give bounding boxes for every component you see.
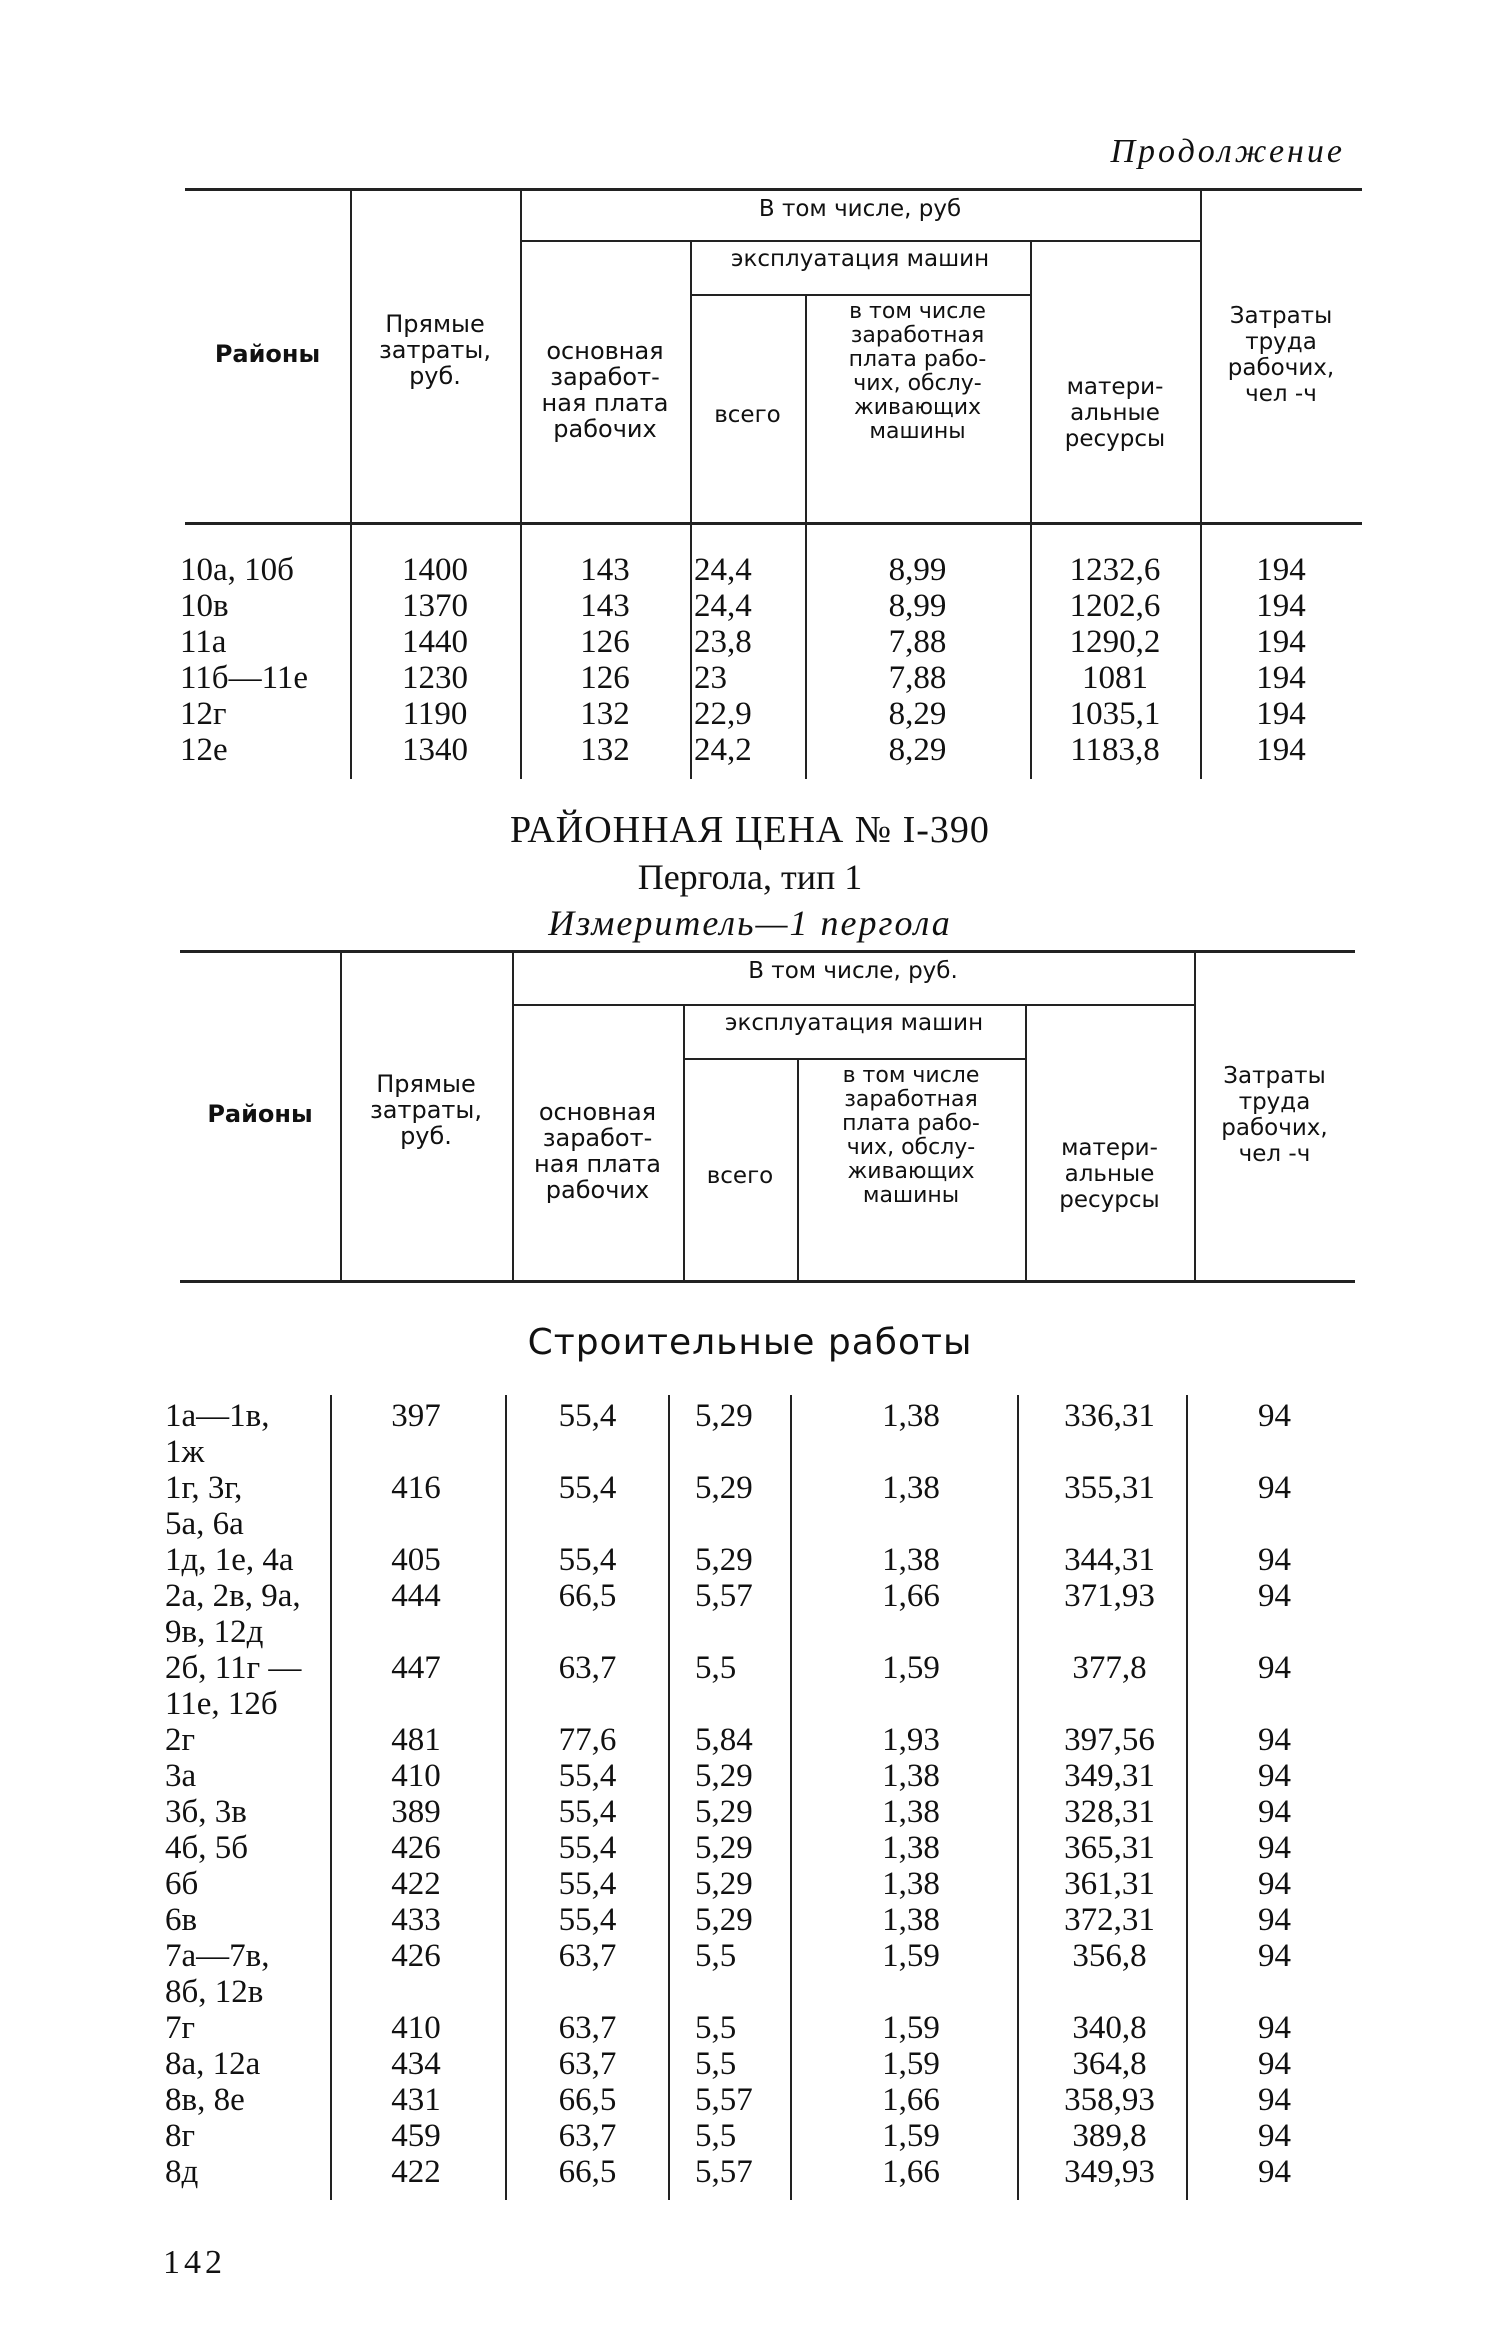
cell-labor: 94 xyxy=(1258,1794,1291,1830)
header-machine-operation: эксплуатация машин xyxy=(724,1010,984,1036)
row-district xyxy=(165,1578,340,1650)
row-district-line: 11е, 12б xyxy=(165,1686,278,1722)
row-district-line: 1д, 1е, 4а xyxy=(165,1542,294,1578)
header-including-wage xyxy=(805,300,1030,444)
header-base-wage-line: ная плата xyxy=(541,389,669,417)
cell-labor: 94 xyxy=(1258,1722,1291,1758)
header-including-wage-line: плата рабо- xyxy=(848,347,987,372)
cell-wage: 63,7 xyxy=(558,2118,617,2154)
cell-wage: 55,4 xyxy=(558,1542,617,1578)
cell-materials: 356,8 xyxy=(1072,1938,1147,1974)
cell-wage: 55,4 xyxy=(558,1794,617,1830)
including-rule xyxy=(520,240,1200,242)
header-base-wage xyxy=(520,338,690,442)
cell-wage: 55,4 xyxy=(558,1902,617,1938)
header-labor-line: чел -ч xyxy=(1238,1141,1311,1167)
cell-wage: 63,7 xyxy=(558,1938,617,1974)
header-base-wage-line: заработ- xyxy=(550,363,660,391)
section-title: Строительные работы xyxy=(527,1322,973,1363)
cell-wage: 66,5 xyxy=(558,1578,617,1614)
row-district-line: 8б, 12в xyxy=(165,1974,264,2010)
cell-direct: 447 xyxy=(391,1650,441,1686)
row-district xyxy=(165,1830,340,1866)
including-rule xyxy=(512,1004,1194,1006)
cell-machines-total: 5,29 xyxy=(695,1398,753,1434)
header-direct-costs-line: Прямые xyxy=(376,1070,476,1098)
cell-direct: 431 xyxy=(391,2082,441,2118)
cell-machines-total: 5,84 xyxy=(695,1722,753,1758)
cell-machines-wage: 7,88 xyxy=(888,660,947,696)
cell-materials: 397,56 xyxy=(1064,1722,1155,1758)
row-district xyxy=(165,2046,340,2082)
cell-materials: 355,31 xyxy=(1064,1470,1155,1506)
header-including-wage-line: в том числе xyxy=(849,299,986,324)
cell-machines-wage: 1,38 xyxy=(882,1866,940,1902)
header-including-wage-line: в том числе xyxy=(842,1063,980,1088)
cell-machines-wage: 1,38 xyxy=(882,1758,940,1794)
header-including-wage-line: заработная xyxy=(850,323,985,348)
row-district xyxy=(165,1794,340,1830)
row-district xyxy=(165,1542,340,1578)
cell-machines-wage: 1,66 xyxy=(882,2154,940,2190)
row-district xyxy=(165,1938,340,2010)
cell-wage: 143 xyxy=(580,552,630,588)
row-district: 12г xyxy=(180,696,227,732)
header-base-wage-line: основная xyxy=(538,1098,657,1126)
row-district-line: 3б, 3в xyxy=(165,1794,247,1830)
cell-wage: 55,4 xyxy=(558,1470,617,1506)
row-district-line: 1ж xyxy=(165,1434,205,1470)
cell-machines-total: 5,5 xyxy=(695,1650,737,1686)
row-district xyxy=(165,1722,340,1758)
cell-direct: 405 xyxy=(391,1542,441,1578)
row-district-line: 8в, 8е xyxy=(165,2082,245,2118)
header-materials-line: ресурсы xyxy=(1059,1187,1160,1213)
body-column-rule xyxy=(1186,1395,1188,2200)
body-column-rule xyxy=(690,525,692,779)
cell-materials: 1035,1 xyxy=(1069,696,1161,732)
cell-labor: 194 xyxy=(1256,552,1306,588)
row-district xyxy=(165,1866,340,1902)
cell-machines-wage: 1,59 xyxy=(882,1938,940,1974)
header-labor-line: рабочих, xyxy=(1221,1115,1328,1141)
row-district xyxy=(165,1902,340,1938)
row-district-line: 2а, 2в, 9а, xyxy=(165,1578,301,1614)
cell-direct: 1440 xyxy=(402,624,468,660)
cell-wage: 132 xyxy=(580,732,630,768)
body-column-rule xyxy=(668,1395,670,2200)
cell-labor: 194 xyxy=(1256,588,1306,624)
cell-materials: 1081 xyxy=(1082,660,1148,696)
row-district-line: 6б xyxy=(165,1866,199,1902)
header-including-wage-line: живающих xyxy=(853,395,982,420)
cell-materials: 1202,6 xyxy=(1069,588,1161,624)
row-district: 11а xyxy=(180,624,227,660)
header-including-wage-line: живающих xyxy=(847,1159,975,1184)
row-district-line: 1а—1в, xyxy=(165,1398,270,1434)
cell-machines-wage: 1,59 xyxy=(882,2010,940,2046)
row-district-line: 7г xyxy=(165,2010,196,2046)
header-districts: Районы xyxy=(207,1100,313,1128)
cell-machines-total: 24,2 xyxy=(694,732,752,768)
row-district-line: 8д xyxy=(165,2154,199,2190)
header-base-wage-line: ная плата xyxy=(534,1150,661,1178)
cell-materials: 371,93 xyxy=(1064,1578,1155,1614)
header-base-wage-line: основная xyxy=(546,337,664,365)
table-top-rule xyxy=(180,950,1355,953)
cell-materials: 364,8 xyxy=(1072,2046,1147,2082)
row-district: 10а, 10б xyxy=(180,552,294,588)
cell-machines-wage: 1,66 xyxy=(882,2082,940,2118)
price-title: РАЙОННАЯ ЦЕНА № I-390 xyxy=(510,809,990,851)
header-including: В том числе, руб xyxy=(758,196,962,222)
cell-labor: 94 xyxy=(1258,1758,1291,1794)
cell-machines-total: 5,57 xyxy=(695,2154,753,2190)
cell-labor: 194 xyxy=(1256,696,1306,732)
cell-wage: 143 xyxy=(580,588,630,624)
cell-wage: 63,7 xyxy=(558,2046,617,2082)
cell-machines-total: 5,57 xyxy=(695,1578,753,1614)
cell-direct: 1400 xyxy=(402,552,468,588)
cell-machines-total: 24,4 xyxy=(694,552,752,588)
header-labor xyxy=(1200,303,1362,407)
cell-direct: 433 xyxy=(391,1902,441,1938)
cell-materials: 349,93 xyxy=(1064,2154,1155,2190)
row-district xyxy=(165,1470,340,1542)
row-district xyxy=(165,2118,340,2154)
cell-machines-wage: 8,99 xyxy=(888,552,947,588)
row-district xyxy=(165,1398,340,1470)
cell-machines-wage: 1,59 xyxy=(882,2118,940,2154)
cell-machines-total: 23 xyxy=(694,660,727,696)
cell-machines-total: 5,29 xyxy=(695,1758,753,1794)
machines-rule xyxy=(683,1058,1025,1060)
cell-materials: 340,8 xyxy=(1072,2010,1147,2046)
cell-wage: 66,5 xyxy=(558,2154,617,2190)
row-district: 10в xyxy=(180,588,229,624)
cell-labor: 94 xyxy=(1258,2118,1291,2154)
cell-materials: 328,31 xyxy=(1064,1794,1155,1830)
cell-labor: 194 xyxy=(1256,732,1306,768)
cell-machines-total: 5,5 xyxy=(695,2046,737,2082)
cell-machines-wage: 1,38 xyxy=(882,1794,940,1830)
row-district-line: 1г, 3г, xyxy=(165,1470,243,1506)
header-machines-total: всего xyxy=(714,402,781,428)
row-district-line: 6в xyxy=(165,1902,198,1938)
cell-machines-wage: 1,66 xyxy=(882,1578,940,1614)
cell-wage: 126 xyxy=(580,624,630,660)
cell-machines-total: 5,5 xyxy=(695,2010,737,2046)
header-direct-costs-line: руб. xyxy=(400,1122,452,1150)
cell-labor: 94 xyxy=(1258,2154,1291,2190)
cell-labor: 94 xyxy=(1258,1578,1291,1614)
header-including-wage-line: плата рабо- xyxy=(842,1111,980,1136)
cell-machines-total: 23,8 xyxy=(694,624,752,660)
table-header-bottom-rule xyxy=(180,1280,1355,1283)
header-districts: Районы xyxy=(214,340,321,368)
header-base-wage-line: рабочих xyxy=(545,1176,650,1204)
header-labor-line: рабочих, xyxy=(1227,355,1335,381)
row-district xyxy=(165,1650,340,1722)
cell-machines-total: 5,29 xyxy=(695,1830,753,1866)
cell-direct: 422 xyxy=(391,1866,441,1902)
cell-direct: 434 xyxy=(391,2046,441,2082)
header-labor-line: Затраты xyxy=(1223,1063,1326,1089)
header-base-wage-line: заработ- xyxy=(542,1124,653,1152)
cell-materials: 358,93 xyxy=(1064,2082,1155,2118)
cell-labor: 94 xyxy=(1258,1830,1291,1866)
cell-wage: 55,4 xyxy=(558,1398,617,1434)
header-direct-costs xyxy=(340,1071,512,1149)
header-including-wage xyxy=(797,1064,1025,1208)
row-district-line: 8а, 12а xyxy=(165,2046,261,2082)
cell-wage: 55,4 xyxy=(558,1866,617,1902)
cell-wage: 66,5 xyxy=(558,2082,617,2118)
header-base-wage xyxy=(512,1099,683,1203)
cell-materials: 344,31 xyxy=(1064,1542,1155,1578)
row-district-line: 5а, 6а xyxy=(165,1506,244,1542)
header-direct-costs xyxy=(350,311,520,389)
row-district-line: 2б, 11г — xyxy=(165,1650,302,1686)
row-district-line: 4б, 5б xyxy=(165,1830,249,1866)
cell-direct: 410 xyxy=(391,1758,441,1794)
header-materials xyxy=(1030,374,1200,452)
cell-machines-total: 24,4 xyxy=(694,588,752,624)
column-rule xyxy=(683,1004,685,1280)
header-machine-operation: эксплуатация машин xyxy=(730,246,990,272)
cell-labor: 94 xyxy=(1258,2046,1291,2082)
cell-machines-wage: 8,29 xyxy=(888,696,947,732)
header-labor xyxy=(1194,1063,1355,1167)
cell-machines-wage: 8,29 xyxy=(888,732,947,768)
cell-materials: 349,31 xyxy=(1064,1758,1155,1794)
cell-machines-wage: 8,99 xyxy=(888,588,947,624)
cell-machines-wage: 1,59 xyxy=(882,1650,940,1686)
cell-machines-wage: 1,38 xyxy=(882,1902,940,1938)
cell-labor: 94 xyxy=(1258,1398,1291,1434)
cell-machines-wage: 1,93 xyxy=(882,1722,940,1758)
cell-wage: 132 xyxy=(580,696,630,732)
row-district: 12е xyxy=(180,732,228,768)
cell-direct: 426 xyxy=(391,1938,441,1974)
cell-machines-wage: 7,88 xyxy=(888,624,947,660)
cell-labor: 94 xyxy=(1258,1650,1291,1686)
header-labor-line: Затраты xyxy=(1229,303,1333,329)
body-column-rule xyxy=(1017,1395,1019,2200)
header-including-wage-line: машины xyxy=(869,419,966,444)
cell-direct: 1230 xyxy=(402,660,468,696)
header-machines-total: всего xyxy=(706,1163,774,1189)
row-district-line: 7а—7в, xyxy=(165,1938,270,1974)
cell-wage: 126 xyxy=(580,660,630,696)
header-direct-costs-line: руб. xyxy=(409,362,461,390)
cell-materials: 365,31 xyxy=(1064,1830,1155,1866)
header-materials-line: альные xyxy=(1070,400,1160,426)
cell-materials: 1183,8 xyxy=(1070,732,1160,768)
row-district xyxy=(165,2010,340,2046)
cell-machines-total: 22,9 xyxy=(694,696,752,732)
cell-machines-total: 5,29 xyxy=(695,1902,753,1938)
header-materials-line: альные xyxy=(1064,1161,1155,1187)
header-including-wage-line: чих, обслу- xyxy=(853,371,982,396)
continuation-label: Продолжение xyxy=(1110,133,1345,170)
header-materials-line: матери- xyxy=(1066,374,1164,400)
cell-labor: 94 xyxy=(1258,2082,1291,2118)
cell-materials: 372,31 xyxy=(1064,1902,1155,1938)
cell-materials: 361,31 xyxy=(1064,1866,1155,1902)
price-unit: Измеритель—1 пергола xyxy=(548,903,952,943)
machines-rule xyxy=(690,294,1030,296)
cell-machines-total: 5,29 xyxy=(695,1470,753,1506)
body-column-rule xyxy=(330,1395,332,2200)
cell-direct: 397 xyxy=(391,1398,441,1434)
row-district-line: 8г xyxy=(165,2118,196,2154)
header-labor-line: труда xyxy=(1238,1089,1311,1115)
cell-materials: 1290,2 xyxy=(1069,624,1161,660)
row-district: 11б—11е xyxy=(180,660,308,696)
cell-wage: 63,7 xyxy=(558,2010,617,2046)
cell-direct: 389 xyxy=(391,1794,441,1830)
cell-labor: 94 xyxy=(1258,1866,1291,1902)
header-materials-line: ресурсы xyxy=(1064,426,1166,452)
page-number: 142 xyxy=(163,2244,226,2281)
cell-wage: 77,6 xyxy=(558,1722,617,1758)
header-direct-costs-line: затраты, xyxy=(379,336,491,364)
row-district xyxy=(165,2154,340,2190)
cell-machines-wage: 1,38 xyxy=(882,1398,940,1434)
cell-labor: 94 xyxy=(1258,1542,1291,1578)
cell-materials: 336,31 xyxy=(1064,1398,1155,1434)
header-materials xyxy=(1025,1135,1194,1213)
cell-machines-wage: 1,38 xyxy=(882,1470,940,1506)
price-subtitle: Пергола, тип 1 xyxy=(637,857,863,897)
header-direct-costs-line: затраты, xyxy=(370,1096,482,1124)
header-including-wage-line: заработная xyxy=(844,1087,978,1112)
cell-machines-total: 5,57 xyxy=(695,2082,753,2118)
cell-wage: 55,4 xyxy=(558,1830,617,1866)
cell-wage: 55,4 xyxy=(558,1758,617,1794)
cell-direct: 1340 xyxy=(402,732,468,768)
header-labor-line: труда xyxy=(1245,329,1317,355)
cell-direct: 422 xyxy=(391,2154,441,2190)
cell-materials: 377,8 xyxy=(1072,1650,1147,1686)
cell-direct: 481 xyxy=(391,1722,441,1758)
row-district xyxy=(165,1758,340,1794)
cell-machines-total: 5,29 xyxy=(695,1866,753,1902)
cell-direct: 1190 xyxy=(402,696,468,732)
cell-labor: 94 xyxy=(1258,1470,1291,1506)
cell-machines-total: 5,5 xyxy=(695,2118,737,2154)
row-district xyxy=(165,2082,340,2118)
cell-machines-wage: 1,38 xyxy=(882,1830,940,1866)
body-column-rule xyxy=(505,1395,507,2200)
cell-machines-wage: 1,59 xyxy=(882,2046,940,2082)
body-column-rule xyxy=(790,1395,792,2200)
header-labor-line: чел -ч xyxy=(1245,381,1317,407)
row-district-line: 2г xyxy=(165,1722,196,1758)
cell-machines-total: 5,5 xyxy=(695,1938,737,1974)
table-header-bottom-rule xyxy=(185,522,1362,525)
cell-direct: 416 xyxy=(391,1470,441,1506)
cell-machines-wage: 1,38 xyxy=(882,1542,940,1578)
cell-labor: 94 xyxy=(1258,2010,1291,2046)
cell-labor: 194 xyxy=(1256,660,1306,696)
header-direct-costs-line: Прямые xyxy=(385,310,485,338)
cell-machines-total: 5,29 xyxy=(695,1794,753,1830)
cell-direct: 1370 xyxy=(402,588,468,624)
cell-materials: 389,8 xyxy=(1072,2118,1147,2154)
cell-direct: 444 xyxy=(391,1578,441,1614)
header-base-wage-line: рабочих xyxy=(553,415,657,443)
cell-direct: 459 xyxy=(391,2118,441,2154)
cell-labor: 194 xyxy=(1256,624,1306,660)
cell-wage: 63,7 xyxy=(558,1650,617,1686)
header-including: В том числе, руб. xyxy=(748,958,958,984)
cell-machines-total: 5,29 xyxy=(695,1542,753,1578)
row-district-line: 3а xyxy=(165,1758,197,1794)
table-top-rule xyxy=(185,188,1362,191)
row-district-line: 9в, 12д xyxy=(165,1614,264,1650)
column-rule xyxy=(690,240,692,522)
cell-direct: 410 xyxy=(391,2010,441,2046)
cell-labor: 94 xyxy=(1258,1938,1291,1974)
header-including-wage-line: машины xyxy=(862,1183,960,1208)
cell-direct: 426 xyxy=(391,1830,441,1866)
cell-labor: 94 xyxy=(1258,1902,1291,1938)
cell-materials: 1232,6 xyxy=(1069,552,1161,588)
header-including-wage-line: чих, обслу- xyxy=(846,1135,976,1160)
header-materials-line: матери- xyxy=(1061,1135,1158,1161)
